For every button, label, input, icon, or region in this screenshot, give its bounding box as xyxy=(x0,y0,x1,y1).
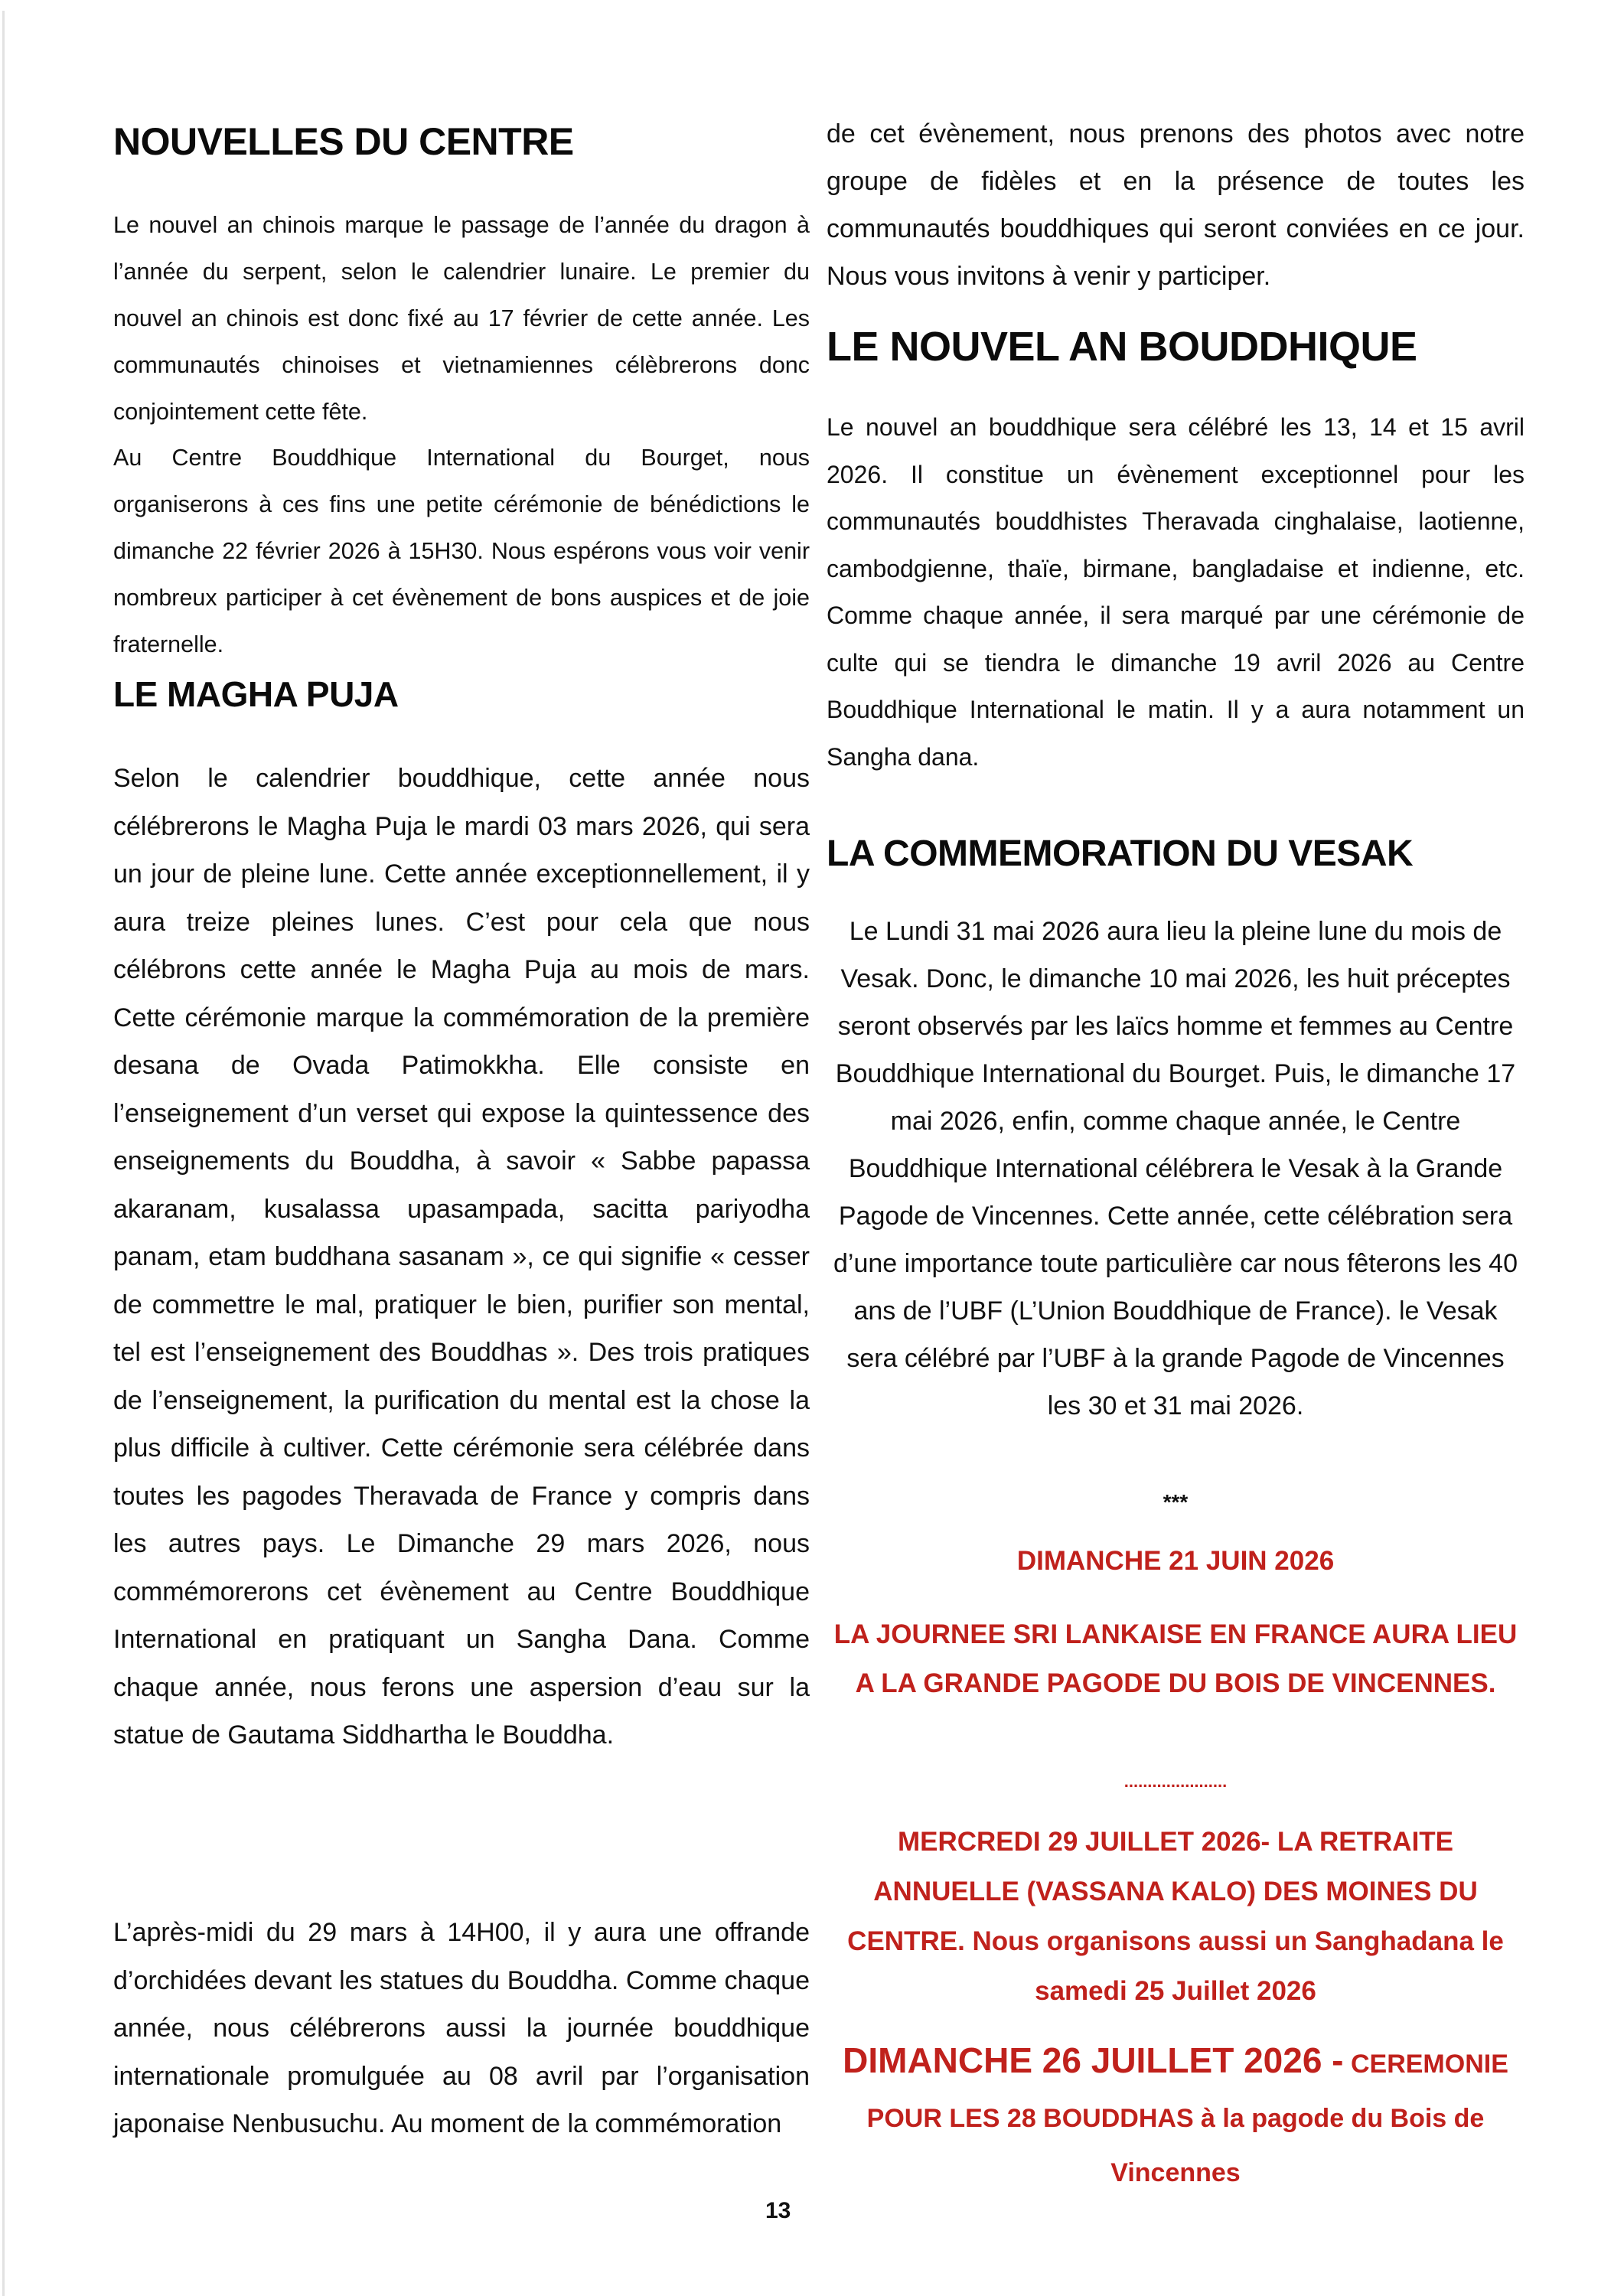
page-edge-line xyxy=(2,11,5,2296)
announcement-journee-sri-lankaise: LA JOURNEE SRI LANKAISE EN FRANCE AURA LIEU A LA GRANDE PAGODE DU BOIS DE VINCENNES. xyxy=(833,1619,1518,1698)
ceremonie-description: CEREMONIE POUR LES 28 BOUDDHAS à la pagode du Bois de Vincennes xyxy=(866,2050,1508,2187)
paragraph-nouvel-an-bouddhique: Le nouvel an bouddhique sera célébré les 13, 14 et 15 avril 2026. Il constitue un évènement exceptionnel pour les communautés bouddhistes Theravada cinghalaise, laotienne, cambodgienne, thaïe, birmane, bangladaise et indienne, etc. Comme chaque année, il sera marqué par une cérémonie de culte qui se tiendra le dimanche 19 avril 2026 au Centre Bouddhique International le matin. Il y a aura notamment un Sangha dana. xyxy=(827,413,1525,771)
heading-commemoration-vesak: LA COMMEMORATION DU VESAK xyxy=(827,833,1414,874)
paragraph-nouvel-an-chinois: Le nouvel an chinois marque le passage de l’année du dragon à l’année du serpent, selon le calendrier lunaire. Le premier du nouvel an chinois est donc fixé au 17 février de cette année. Les communautés chinoises et vietnamiennes célèbrerons donc conjointement cette fête. xyxy=(113,212,810,425)
paragraph-offrande-orchidees: L’après-midi du 29 mars à 14H00, il y aura une offrande d’orchidées devant les statues du Bouddha. Comme chaque année, nous célébrerons aussi la journée bouddhique internationale promulguée au 08 avril par l’organisation japonaise Nenbusuchu. Au moment de la commémoration xyxy=(113,1918,810,2138)
announcement-ceremonie-28-bouddhas xyxy=(827,2036,1525,2203)
page-number: 13 xyxy=(765,2198,791,2223)
ceremonie-date: DIMANCHE 26 JUILLET 2026 - xyxy=(843,2040,1344,2080)
announcement-date-21-juin: DIMANCHE 21 JUIN 2026 xyxy=(1016,1546,1335,1576)
announcement-retraite-annuelle: MERCREDI 29 JUILLET 2026- LA RETRAITE ANNUELLE (VASSANA KALO) DES MOINES DU CENTRE. Nous organisons aussi un Sanghadana le samedi 25 Juillet 2026 xyxy=(847,1827,1504,2006)
paragraph-continuation: de cet évènement, nous prenons des photos avec notre groupe de fidèles et en la présence de toutes les communautés bouddhiques qui seront conviées en ce jour. Nous vous invitons à venir y participer. xyxy=(827,119,1525,291)
heading-magha-puja: LE MAGHA PUJA xyxy=(113,674,399,714)
heading-nouvel-an-bouddhique: LE NOUVEL AN BOUDDHIQUE xyxy=(827,324,1417,370)
section-separator: *** xyxy=(1163,1490,1189,1514)
paragraph-ceremonie-benedictions: Au Centre Bouddhique International du Bourget, nous organiserons à ces fins une petite cérémonie de bénédictions le dimanche 22 février 2026 à 15H30. Nous espérons vous voir venir nombreux participer à cet évènement de bons auspices et de joie fraternelle. xyxy=(113,445,810,657)
paragraph-vesak: Le Lundi 31 mai 2026 aura lieu la pleine lune du mois de Vesak. Donc, le dimanche 10 mai 2026, les huit préceptes seront observés par les laïcs homme et femmes au Centre Bouddhique International du Bourget. Puis, le dimanche 17 mai 2026, enfin, comme chaque année, le Centre Bouddhique International célébrera le Vesak à la Grande Pagode de Vincennes. Cette année, cette célébration sera d’une importance toute particulière car nous fêterons les 40 ans de l’UBF (L’Union Bouddhique de France). le Vesak sera célébré par l’UBF à la grande Pagode de Vincennes les 30 et 31 mai 2026. xyxy=(833,917,1518,1420)
paragraph-magha-puja: Selon le calendrier bouddhique, cette année nous célébrerons le Magha Puja le mardi 03 mars 2026, qui sera un jour de pleine lune. Cette année exceptionnellement, il y aura treize pleines lunes. C’est pour cela que nous célébrons cette année le Magha Puja au mois de mars. Cette cérémonie marque la commémoration de la première desana de Ovada Patimokkha. Elle consiste en l’enseignement d’un verset qui expose la quintessence des enseignements du Bouddha, à savoir « Sabbe papassa akaranam, kusalassa upasampada, sacitta pariyodha panam, etam buddhana sasanam », ce qui signifie « cesser de commettre le mal, pratiquer le bien, purifier son mental, tel est l’enseignement des Bouddhas ». Des trois pratiques de l’enseignement, la purification du mental est la chose la plus difficile à cultiver. Cette cérémonie sera célébrée dans toutes les pagodes Theravada de France y compris dans les autres pays. Le Dimanche 29 mars 2026, nous commémorerons cet évènement au Centre Bouddhique International en pratiquant un Sangha Dana. Comme chaque année, nous ferons une aspersion d’eau sur la statue de Gautama Siddhartha le Bouddha. xyxy=(113,764,810,1750)
dotted-separator: ...................... xyxy=(1123,1772,1228,1791)
heading-nouvelles-du-centre: NOUVELLES DU CENTRE xyxy=(113,120,574,163)
